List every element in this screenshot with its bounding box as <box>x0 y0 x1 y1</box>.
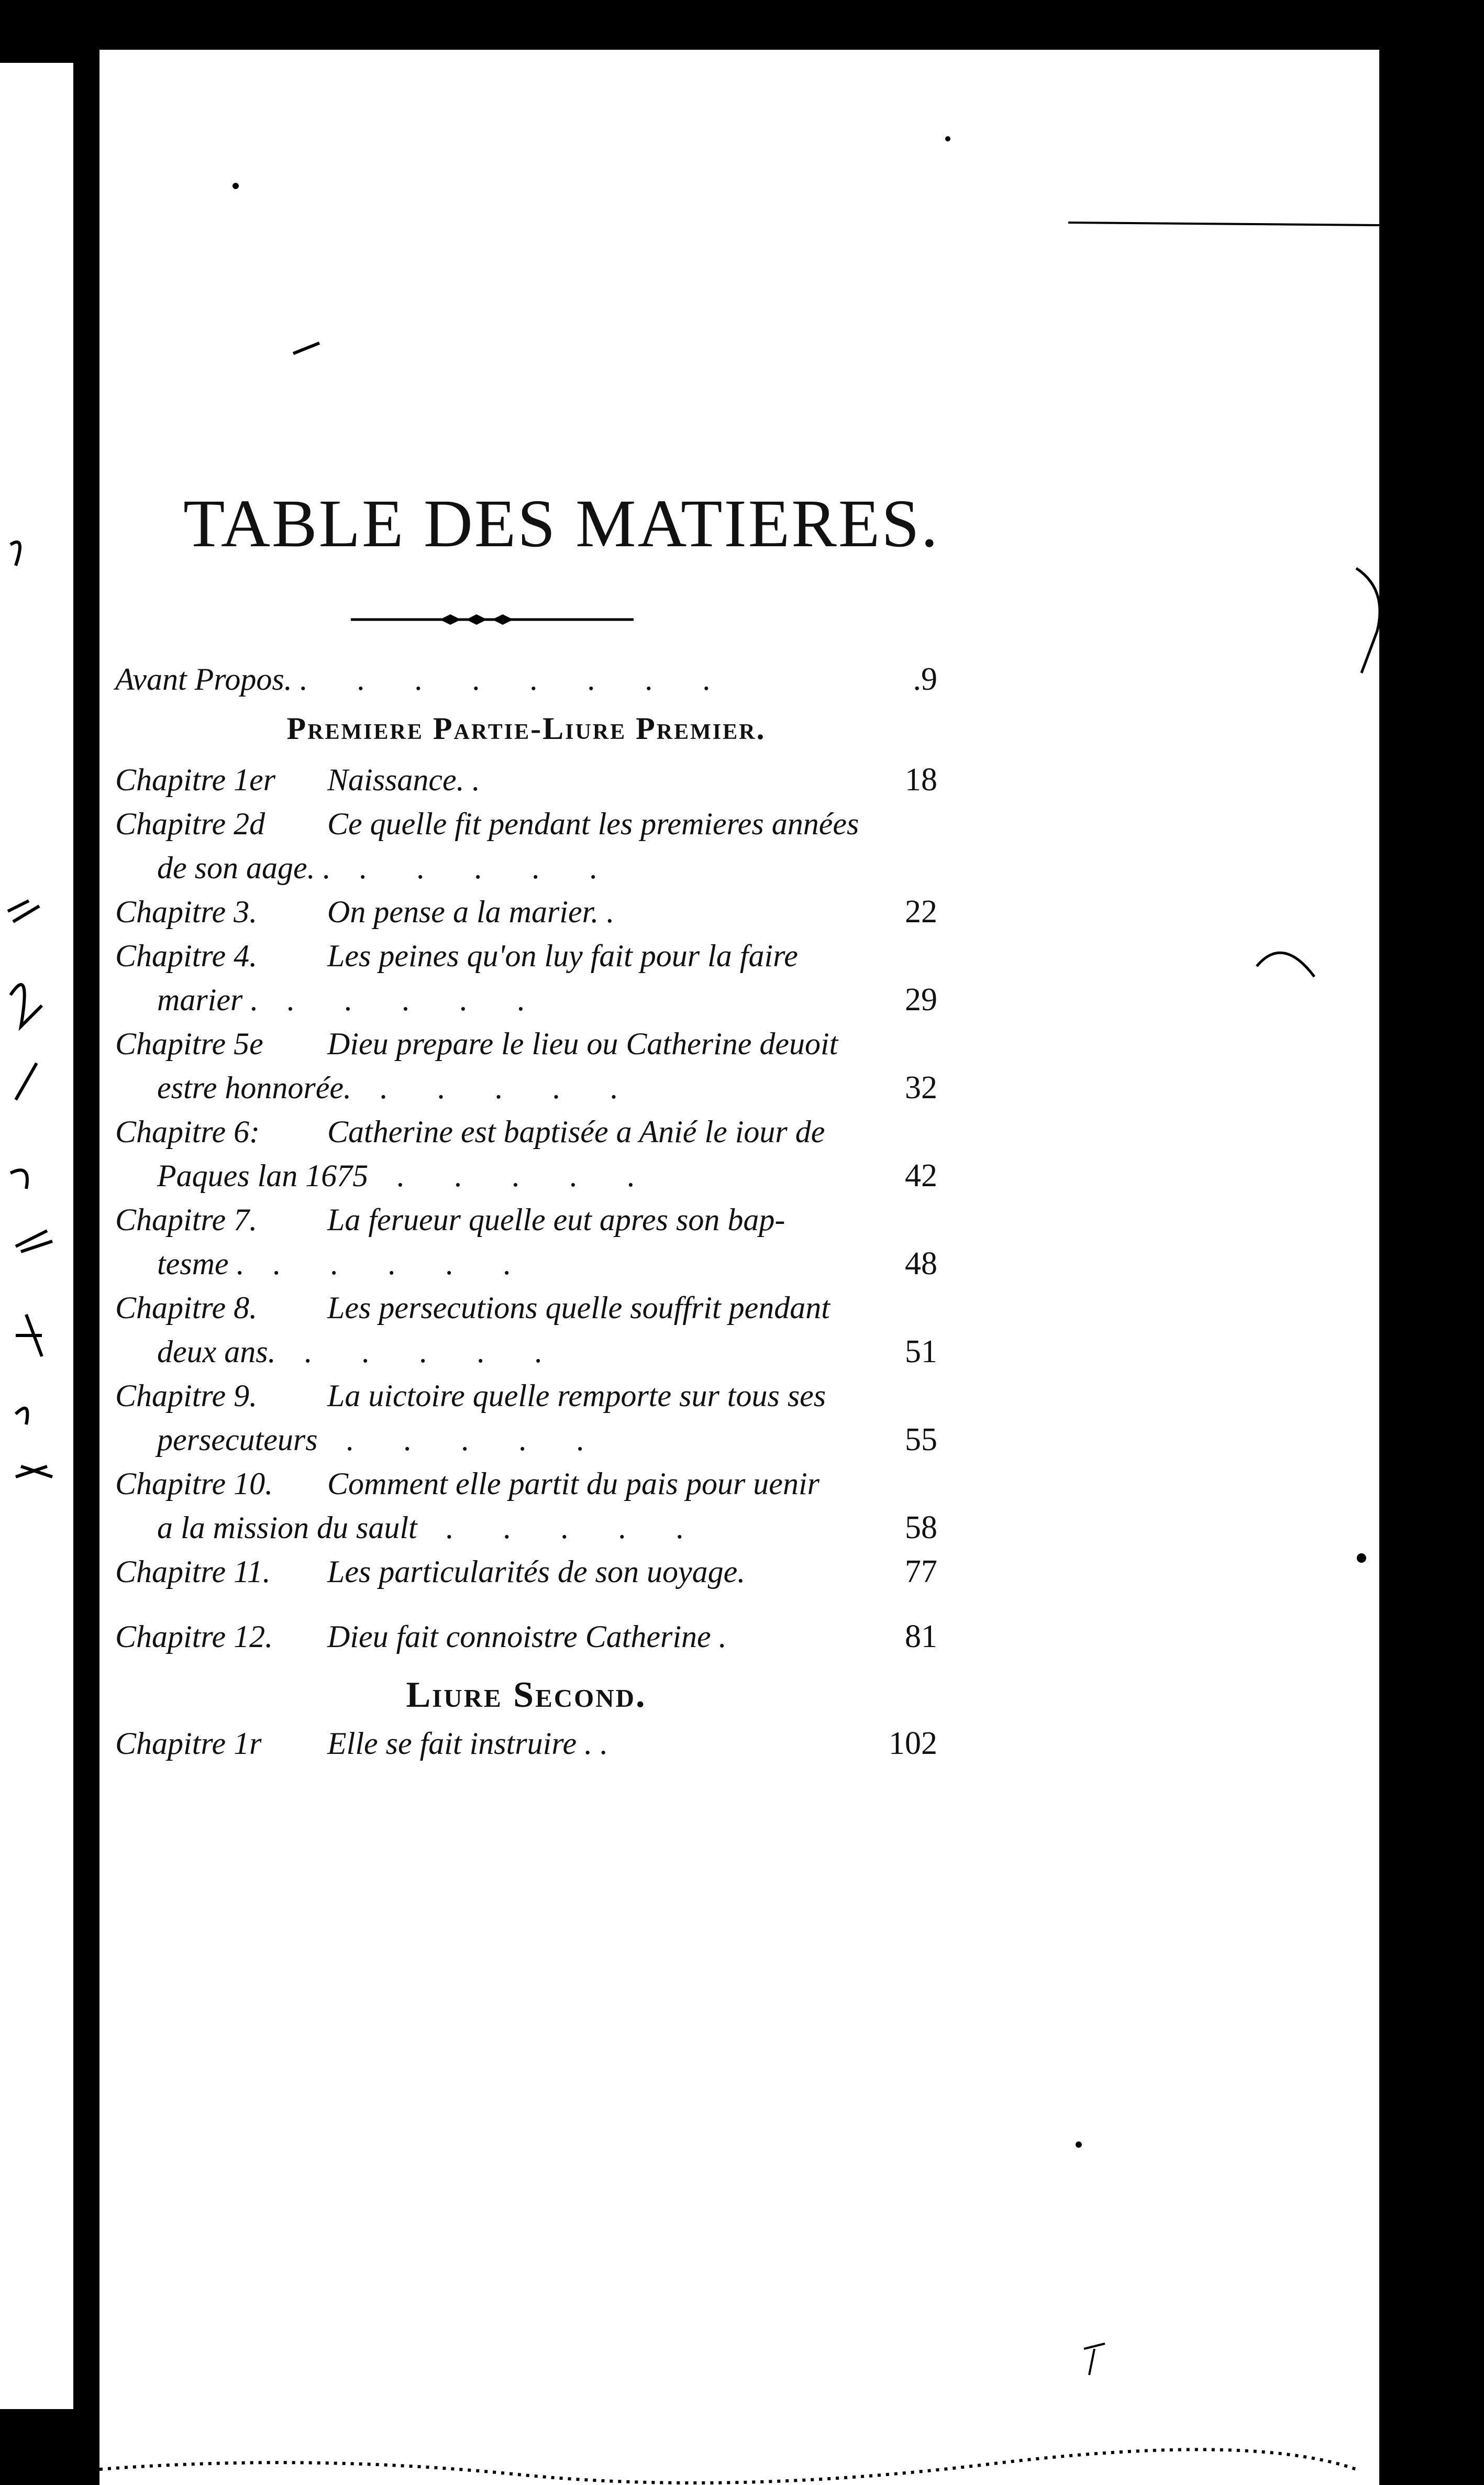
chapter-number: Chapitre 12. <box>115 1619 273 1654</box>
chapter-title: La uictoire quelle remporte sur tous ses <box>327 1378 826 1413</box>
table-row <box>115 934 937 978</box>
table-row <box>115 1110 937 1154</box>
book-gutter <box>73 0 99 2484</box>
chapter-number: Chapitre 7. <box>115 1202 258 1237</box>
leader-dots: . . . . . <box>317 1422 606 1457</box>
chapter-number: Chapitre 4. <box>115 938 258 973</box>
leader-dots: . . . . . <box>330 851 619 885</box>
leader-dots: . . . . . <box>351 1070 640 1105</box>
page-number: 42 <box>905 1158 937 1194</box>
toc-entry-avant-propos <box>115 657 937 701</box>
table-row <box>115 1022 937 1066</box>
chapter-title: La ferueur quelle eut apres son bap- <box>327 1202 785 1237</box>
spacer <box>115 1594 937 1615</box>
chapter-title-continuation: tesme . <box>157 1246 245 1281</box>
chapter-number: Chapitre 5e <box>115 1026 263 1061</box>
table-row <box>115 1374 937 1418</box>
section-heading: Premiere Partie-Liure Premier. <box>286 711 766 746</box>
chapter-title: Les peines qu'on luy fait pour la faire <box>327 938 798 973</box>
chapter-title: Les persecutions quelle souffrit pendant <box>327 1290 830 1325</box>
table-row <box>115 1550 937 1594</box>
book-page <box>99 50 1379 2485</box>
chapter-title-continuation: a la mission du sault <box>157 1510 417 1545</box>
page-number: 22 <box>905 894 937 930</box>
chapter-title: Les particularités de son uoyage. <box>327 1554 746 1589</box>
table-row-continuation <box>115 978 937 1022</box>
chapter-number: Chapitre 10. <box>115 1466 273 1501</box>
chapter-title-continuation: Paques lan 1675 <box>157 1158 369 1193</box>
page-number: 55 <box>905 1422 937 1457</box>
chapter-number: Chapitre 3. <box>115 894 258 929</box>
table-row <box>115 1721 937 1765</box>
leader-dots: . . . . . . . . <box>300 662 732 697</box>
table-row <box>115 802 937 846</box>
chapter-number: Chapitre 11. <box>115 1554 271 1589</box>
chapter-title: Comment elle partit du pais pour uenir <box>327 1466 819 1501</box>
chapter-title: Dieu prepare le lieu ou Catherine deuoit <box>327 1026 838 1061</box>
chapter-title-continuation: de son aage. . <box>157 851 331 885</box>
chapter-number: Chapitre 8. <box>115 1290 258 1325</box>
page-number: 102 <box>889 1726 937 1761</box>
ornamental-rule <box>351 609 634 630</box>
table-row <box>115 1198 937 1242</box>
table-row-continuation <box>115 1330 937 1374</box>
table-row-continuation <box>115 846 937 890</box>
table-row <box>115 1615 937 1659</box>
chapter-number: Chapitre 1r <box>115 1726 262 1761</box>
chapter-title: Dieu fait connoistre Catherine . <box>327 1619 727 1654</box>
chapter-title-continuation: persecuteurs <box>157 1422 318 1457</box>
chapter-number: Chapitre 6: <box>115 1114 260 1149</box>
chapter-title: Elle se fait instruire . . <box>327 1726 608 1761</box>
handwritten-marks <box>0 63 73 2409</box>
leader-dots: . . . . . <box>368 1158 657 1193</box>
page-number: 51 <box>905 1334 937 1369</box>
leader-dots: . . . . . <box>417 1510 705 1545</box>
table-row <box>115 1286 937 1330</box>
section-heading-second: Liure Second. <box>406 1675 647 1715</box>
page-number: 29 <box>905 982 937 1018</box>
page-number: 18 <box>905 762 937 798</box>
facing-page-fragment <box>0 63 73 2409</box>
page-number: 32 <box>905 1070 937 1106</box>
table-row <box>115 890 937 934</box>
chapter-title-continuation: deux ans. <box>157 1334 276 1369</box>
page-number: 81 <box>905 1619 937 1654</box>
page-number: 58 <box>905 1510 937 1545</box>
entry-label: Avant Propos. <box>115 662 292 697</box>
table-row-continuation <box>115 1066 937 1110</box>
chapter-list-second <box>115 1721 937 1765</box>
page-number: 77 <box>905 1554 937 1589</box>
leader-dots: . . . . . <box>275 1334 564 1369</box>
table-row-continuation <box>115 1242 937 1286</box>
table-row-continuation <box>115 1154 937 1198</box>
table-row-continuation <box>115 1418 937 1462</box>
leader-dots: . . . . . <box>258 982 547 1017</box>
page-number: .9 <box>913 661 937 697</box>
chapter-number: Chapitre 1er <box>115 763 276 797</box>
chapter-title: Ce quelle fit pendant les premieres années <box>327 807 859 841</box>
table-row <box>115 758 937 802</box>
page-number: 48 <box>905 1246 937 1282</box>
page-title: TABLE DES MATIERES. <box>183 486 940 561</box>
table-row-continuation <box>115 1506 937 1550</box>
table-row <box>115 1462 937 1506</box>
leader-dots: . . . . . <box>244 1246 533 1281</box>
chapter-number: Chapitre 9. <box>115 1378 258 1413</box>
chapter-title: On pense a la marier. . <box>327 894 615 929</box>
chapter-title: Catherine est baptisée a Anié le iour de <box>327 1114 825 1149</box>
table-of-contents <box>115 657 937 1765</box>
chapter-number: Chapitre 2d <box>115 807 265 841</box>
chapter-title-continuation: marier . <box>157 982 259 1017</box>
chapter-title: Naissance. . <box>327 763 480 797</box>
chapter-list <box>115 758 937 1659</box>
chapter-title-continuation: estre honnorée. <box>157 1070 352 1105</box>
